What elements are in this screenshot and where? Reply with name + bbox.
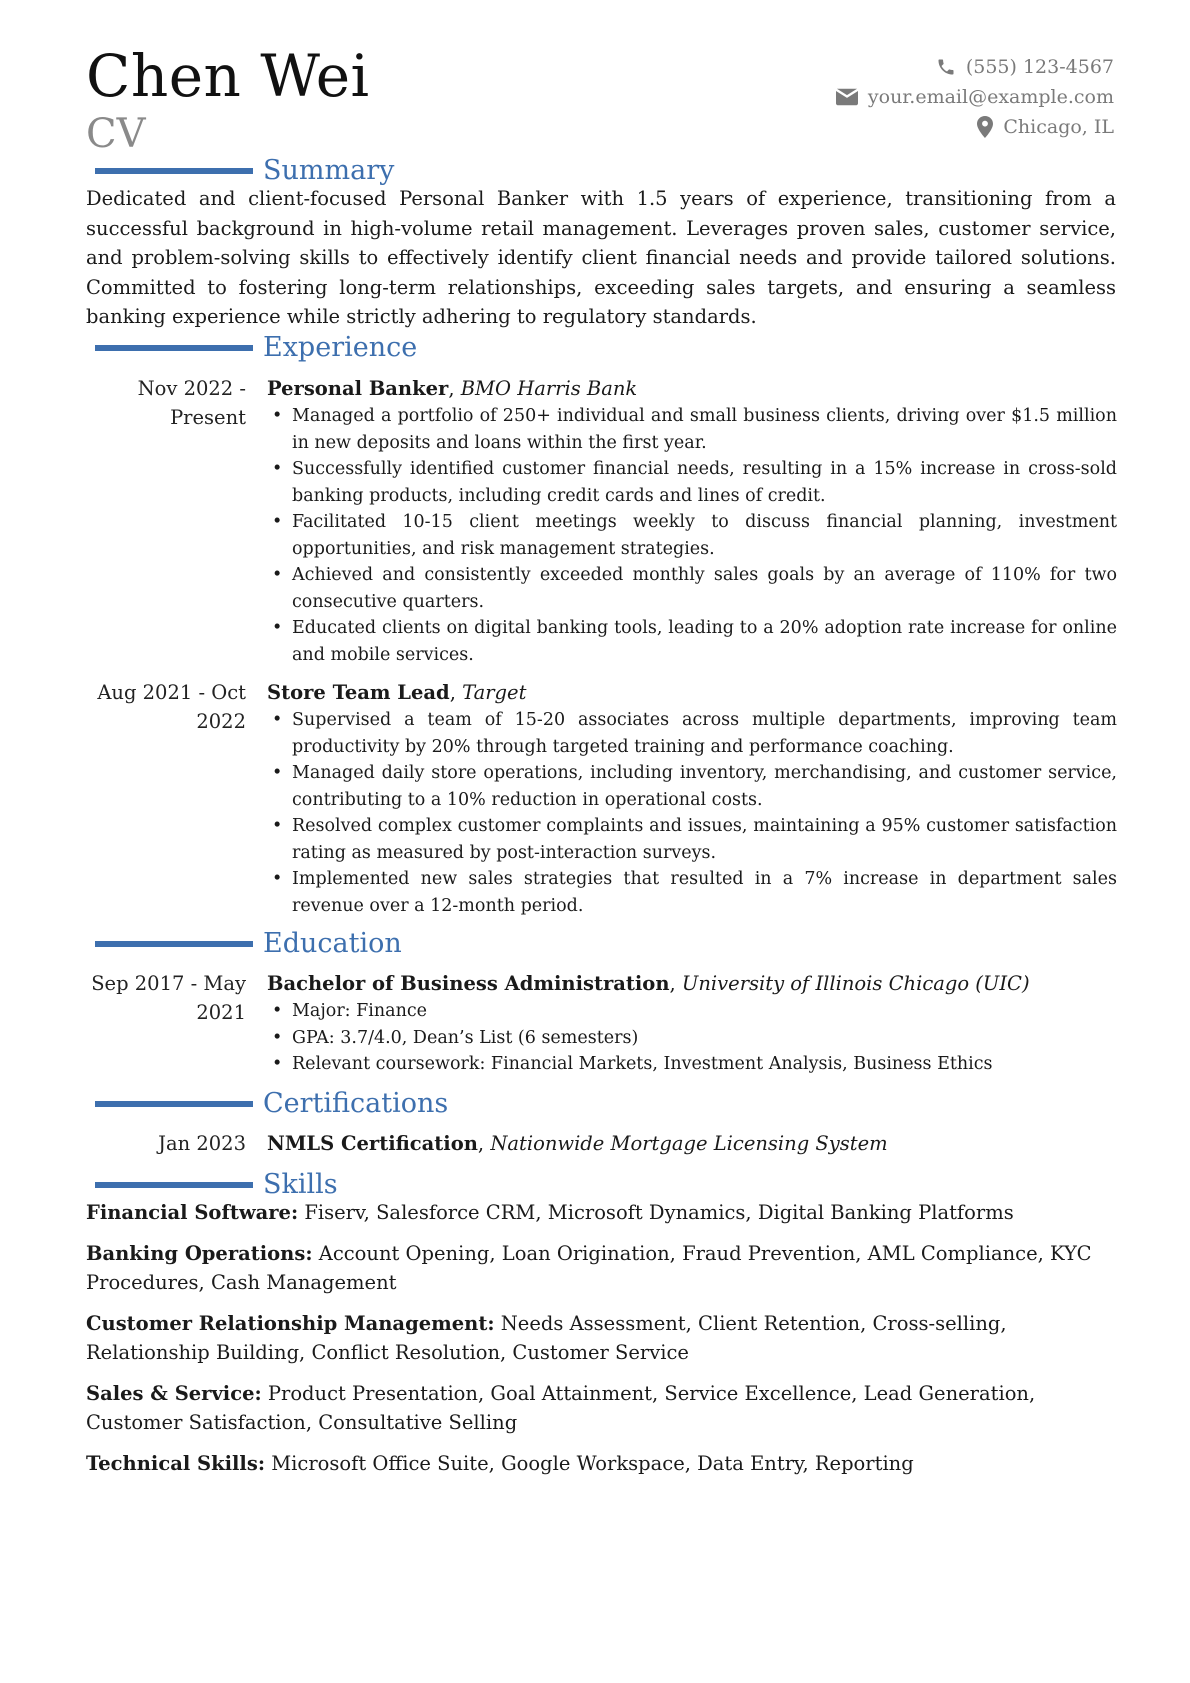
entry-body bbox=[267, 969, 1117, 1078]
list-item: • Facilitated 10-15 client meetings weekly to discuss financial planning, investment opportunities, and risk management strategies. bbox=[267, 509, 1117, 562]
list-item: • Supervised a team of 15-20 associates across multiple departments, improving team productivity by 20% through targeted training and performance coaching. bbox=[267, 707, 1117, 760]
entry-title: Store Team Lead bbox=[267, 681, 450, 704]
section-title-certifications: Certifications bbox=[263, 1088, 449, 1119]
skill-row bbox=[86, 1198, 1116, 1227]
skill-row bbox=[86, 1309, 1116, 1367]
skill-label: Customer Relationship Management: bbox=[86, 1312, 495, 1335]
section-rule bbox=[95, 941, 253, 947]
summary-text: Dedicated and client-focused Personal Banker with 1.5 years of experience, transitioning from a successful background in high-volume retail management. Leverages proven sales, customer service, and problem-solving skills to effectively identify client financial needs and provide tailored solutions. Committed to fostering long-term relationships, exceeding sales targets, and ensuring a seamless banking experience while strictly adhering to regulatory standards. bbox=[86, 187, 1116, 328]
email-text[interactable]: your.email@example.com bbox=[867, 86, 1114, 108]
skill-value: Product Presentation, Goal Attainment, Service Excellence, Lead Generation, Customer Satisfaction, Consultative Selling bbox=[86, 1382, 1036, 1434]
entry-heading: Bachelor of Business Administration, University of Illinois Chicago (UIC) bbox=[267, 972, 1030, 995]
list-item: • Managed a portfolio of 250+ individual and small business clients, driving over $1.5 million in new deposits and loans within the first year. bbox=[267, 403, 1117, 456]
skill-label: Banking Operations: bbox=[86, 1242, 313, 1265]
section-education bbox=[95, 929, 402, 959]
section-title-skills: Skills bbox=[263, 1169, 338, 1200]
entry-date: Aug 2021 - Oct 2022 bbox=[97, 681, 246, 733]
entry-heading: NMLS Certification, Nationwide Mortgage Licensing System bbox=[267, 1132, 888, 1155]
section-certifications bbox=[95, 1089, 448, 1119]
envelope-icon bbox=[836, 88, 858, 106]
skill-value: Account Opening, Loan Origination, Fraud Prevention, AML Compliance, KYC Procedures, Cash Management bbox=[86, 1242, 1092, 1294]
entry-body bbox=[267, 1129, 1117, 1158]
skill-value: Fiserv, Salesforce CRM, Microsoft Dynamics, Digital Banking Platforms bbox=[304, 1201, 1014, 1224]
document-subtitle: CV bbox=[86, 111, 146, 157]
entry-heading: Store Team Lead, Target bbox=[267, 681, 527, 704]
entry-org: Target bbox=[462, 681, 527, 704]
entry-title: Personal Banker bbox=[267, 377, 449, 400]
entry-date: Nov 2022 - Present bbox=[137, 377, 246, 429]
contact-block bbox=[836, 52, 1114, 142]
skill-value: Microsoft Office Suite, Google Workspace, Data Entry, Reporting bbox=[271, 1452, 914, 1475]
entry-bullets bbox=[267, 403, 1117, 668]
list-item: • Relevant coursework: Financial Markets, Investment Analysis, Business Ethics bbox=[267, 1051, 1117, 1078]
list-item: • Educated clients on digital banking tools, leading to a 20% adoption rate increase for online and mobile services. bbox=[267, 615, 1117, 668]
section-rule bbox=[95, 345, 253, 351]
section-title-summary: Summary bbox=[263, 155, 395, 186]
list-item: • Managed daily store operations, including inventory, merchandising, and customer service, contributing to a 10% reduction in operational costs. bbox=[267, 760, 1117, 813]
list-item: • Achieved and consistently exceeded monthly sales goals by an average of 110% for two consecutive quarters. bbox=[267, 562, 1117, 615]
section-title-education: Education bbox=[263, 928, 402, 959]
skill-label: Sales & Service: bbox=[86, 1382, 262, 1405]
entry-org: University of Illinois Chicago (UIC) bbox=[681, 972, 1030, 995]
entry-title: Bachelor of Business Administration bbox=[267, 972, 670, 995]
contact-phone bbox=[836, 52, 1114, 82]
entry-date: Jan 2023 bbox=[158, 1132, 246, 1155]
skill-label: Financial Software: bbox=[86, 1201, 299, 1224]
map-pin-icon bbox=[977, 116, 993, 138]
section-experience bbox=[95, 333, 417, 363]
section-rule bbox=[95, 1182, 253, 1188]
phone-text[interactable]: (555) 123-4567 bbox=[965, 56, 1114, 78]
entry-heading: Personal Banker, BMO Harris Bank bbox=[267, 377, 638, 400]
skill-label: Technical Skills: bbox=[86, 1452, 266, 1475]
candidate-name: Chen Wei bbox=[86, 42, 370, 110]
section-summary bbox=[95, 156, 394, 186]
section-title-experience: Experience bbox=[263, 332, 418, 363]
skill-row bbox=[86, 1239, 1116, 1297]
skill-row bbox=[86, 1449, 1116, 1478]
entry-body bbox=[267, 678, 1117, 919]
list-item: • Resolved complex customer complaints and issues, maintaining a 95% customer satisfaction rating as measured by post-interaction surveys. bbox=[267, 813, 1117, 866]
location-text: Chicago, IL bbox=[1003, 116, 1114, 138]
list-item: • Implemented new sales strategies that resulted in a 7% increase in department sales revenue over a 12-month period. bbox=[267, 866, 1117, 919]
list-item: • GPA: 3.7/4.0, Dean’s List (6 semesters) bbox=[267, 1025, 1117, 1052]
entry-body bbox=[267, 374, 1117, 668]
contact-email bbox=[836, 82, 1114, 112]
skill-row bbox=[86, 1379, 1116, 1437]
entry-bullets bbox=[267, 707, 1117, 919]
section-rule bbox=[95, 168, 253, 174]
entry-org: Nationwide Mortgage Licensing System bbox=[490, 1132, 888, 1155]
skills-list bbox=[86, 1198, 1116, 1490]
entry-date: Sep 2017 - May 2021 bbox=[91, 972, 246, 1024]
phone-icon bbox=[936, 57, 956, 77]
skill-value: Needs Assessment, Client Retention, Cross-selling, Relationship Building, Conflict Resolution, Customer Service bbox=[86, 1312, 1007, 1364]
contact-location bbox=[836, 112, 1114, 142]
entry-bullets bbox=[267, 998, 1117, 1078]
list-item: • Successfully identified customer financial needs, resulting in a 15% increase in cross-sold banking products, including credit cards and lines of credit. bbox=[267, 456, 1117, 509]
section-rule bbox=[95, 1101, 253, 1107]
list-item: • Major: Finance bbox=[267, 998, 1117, 1025]
section-skills bbox=[95, 1170, 338, 1200]
entry-title: NMLS Certification bbox=[267, 1132, 478, 1155]
entry-org: BMO Harris Bank bbox=[460, 377, 638, 400]
